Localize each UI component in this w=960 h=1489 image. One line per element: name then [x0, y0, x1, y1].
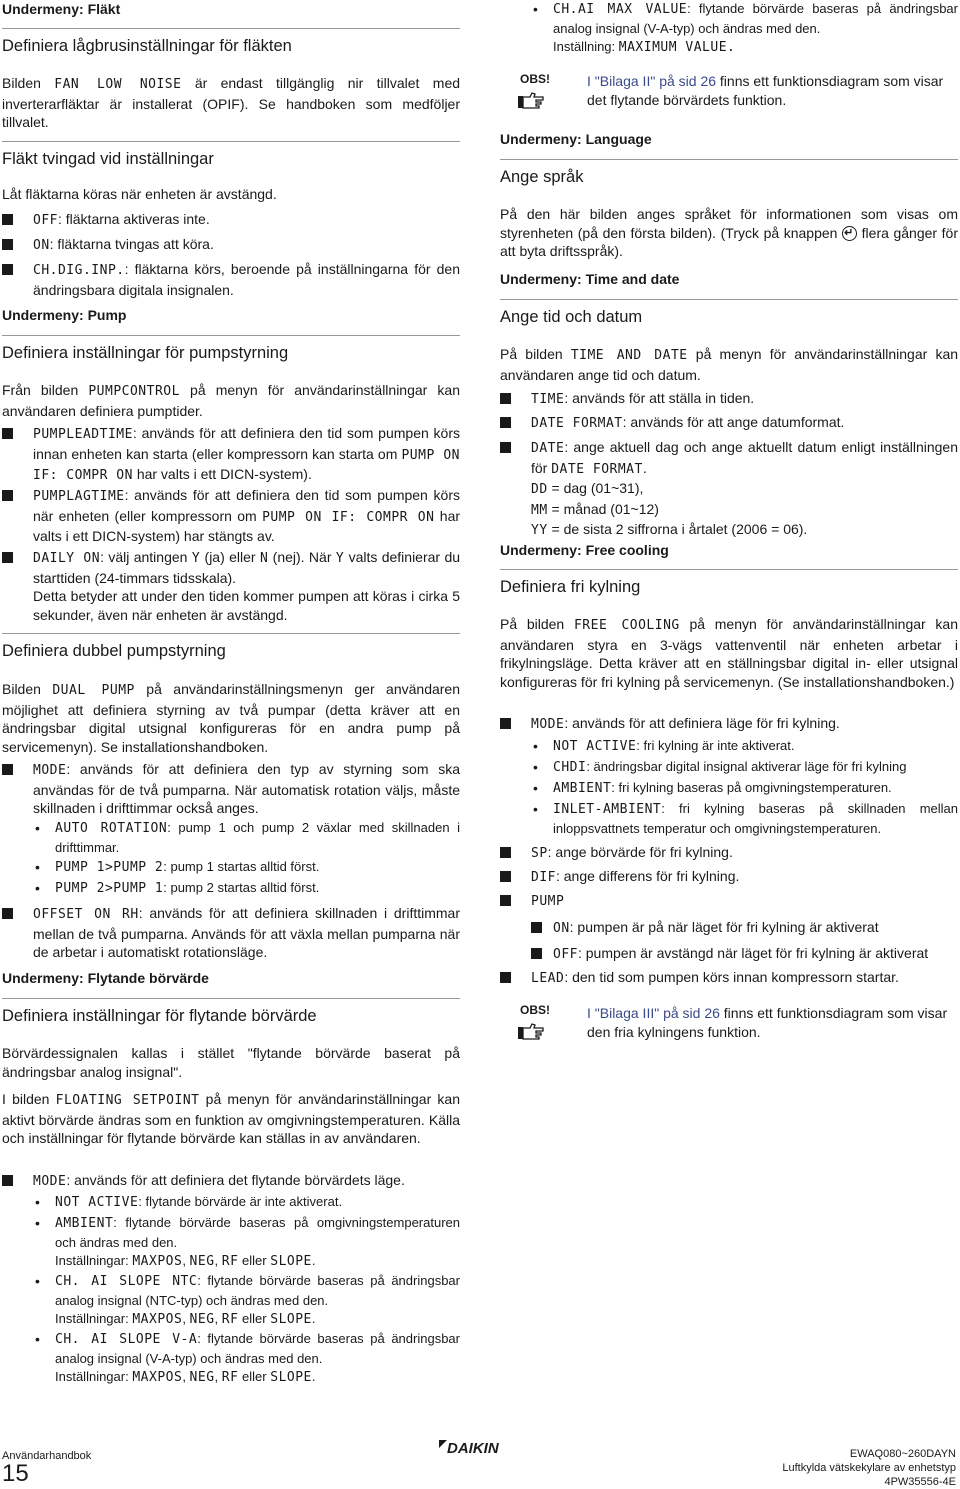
dual-para: Bilden DUAL PUMP på användarinställningsmenyn ger användaren möjlighet att definiera styrning av två pumpar (detta kräver att en ändringsbar digital utsignal konfigureras för en andra pump på servicemenyn). Se installationshandboken. — [2, 681, 460, 755]
dual-sub-p2: • PUMP 2>PUMP 1: pump 2 startas alltid först. — [35, 880, 320, 896]
obs-note-2 — [500, 1001, 560, 1020]
forced-item-on: ON: fläktarna tvingas att köra. — [2, 235, 460, 256]
daikin-logo — [437, 1436, 523, 1458]
free-pump-on: ON: pumpen är på när läget för fri kylning är aktiverat — [500, 918, 958, 939]
forced-item-chdig: CH.DIG.INP.: fläktarna körs, beroende på inställningarna för den ändringsbara digitala insignalen. — [2, 260, 460, 299]
forced-intro: Låt fläktarna köras när enheten är avstängd. — [2, 186, 277, 202]
obs-label: OBS! — [520, 72, 550, 86]
free-para: På bilden FREE COOLING på menyn för användarinställningar kan användaren styra en 3-vägs vattenventil när enheten arbetar i frikylningsläge. Detta kräver att en ställningsbar digital in- eller utsignal konfigureras för fri kylning på servicemenyn. (Se installationshandboken.) — [500, 616, 958, 690]
submenu-fan: Undermeny: Fläkt — [2, 1, 121, 17]
dual-sub-auto: • AUTO ROTATION: pump 1 och pump 2 växlar med skillnaden i drifttimmar. — [35, 820, 460, 855]
pointing-hand-icon — [518, 1023, 544, 1041]
pump-intro: Från bilden PUMPCONTROL på menyn för användarinställningar kan användaren definiera pumptider. — [2, 382, 460, 419]
svg-text:DAIKIN: DAIKIN — [447, 1440, 499, 1457]
obs-text-2: I "Bilaga III" på sid 26 finns ett funktionsdiagram som visar den fria kylningens funktion. — [587, 1005, 948, 1040]
free-pump-off: OFF: pumpen är avstängd när läget för fri kylning är aktiverat — [500, 944, 958, 965]
heading-pump: Definiera inställningar för pumpstyrning — [2, 335, 460, 363]
dual-mode: MODE: används för att definiera den typ av styrning som ska användas för de två pumparna. När automatisk rotation väljs, måste skillnaden i drifttimmar också anges. — [2, 760, 460, 818]
free-sub-ambient: • AMBIENT: fri kylning baseras på omgivningstemperaturen. — [533, 780, 892, 796]
heading-free: Definiera fri kylning — [500, 569, 958, 597]
pump-item-lagtime: PUMPLAGTIME: används för att definiera den tid som pumpen körs när enheten (eller kompressorn om PUMP ON IF: COMPR ON har valts i ett DICN-system) har stängts av. — [2, 486, 460, 546]
float-mode: MODE: används för att definiera det flytande börvärdets läge. — [2, 1171, 460, 1192]
footer-manual-label: Användarhandbok — [2, 1450, 92, 1462]
free-sp: SP: ange börvärde för fri kylning. — [500, 843, 958, 864]
pointing-hand-icon — [518, 92, 544, 110]
forced-item-off: OFF: fläktarna aktiveras inte. — [2, 210, 460, 231]
free-lead: LEAD: den tid som pumpen körs innan kompressorn startar. — [500, 968, 958, 989]
submenu-float: Undermeny: Flytande börvärde — [2, 970, 209, 986]
float-sub-va: • CH. AI SLOPE V-A: flytande börvärde baseras på ändringsbar analog insignal (V-A-typ) och ändras med den. Inställningar: MAXPOS, NEG, RF eller SLOPE. — [35, 1331, 460, 1385]
enter-key-icon — [842, 226, 857, 241]
time-para: På bilden TIME AND DATE på menyn för användarinställningar kan användaren ange tid och datum. — [500, 346, 959, 383]
link-bilaga-2[interactable]: I "Bilaga II" på sid 26 — [587, 73, 717, 89]
link-bilaga-3[interactable]: I "Bilaga III" på sid 26 — [587, 1005, 720, 1021]
heading-language: Ange språk — [500, 159, 958, 187]
float-sub-chai-max: • CH.AI MAX VALUE: flytande börvärde baseras på ändringsbar analog insignal (V-A-typ) och ändras med den. Inställning: MAXIMUM VALUE. — [533, 1, 958, 55]
dual-sub-p1: • PUMP 1>PUMP 2: pump 1 startas alltid först. — [35, 859, 320, 875]
submenu-pump: Undermeny: Pump — [2, 307, 127, 323]
float-para1: Börvärdessignalen kallas i stället "flytande börvärde baserat på ändringsbar analog insignal". — [2, 1045, 460, 1080]
submenu-language: Undermeny: Language — [500, 131, 652, 147]
submenu-free: Undermeny: Free cooling — [500, 542, 669, 558]
time-item-date: DATE: ange aktuell dag och ange aktuellt datum enligt inställningen för DATE FORMAT. DD = dag (01~31), MM = månad (01~12) YY = de sista 2 siffrorna i årtalet (2006 = 06). — [500, 438, 958, 541]
submenu-time: Undermeny: Time and date — [500, 271, 680, 287]
footer-product-info — [782, 1447, 956, 1489]
pump-item-leadtime: PUMPLEADTIME: används för att definiera den tid som pumpen körs innan enheten kan starta (eller kompressorn kan starta om PUMP ON IF: COMPR ON har valts i ett DICN-system). — [2, 424, 460, 486]
float-sub-ntc: • CH. AI SLOPE NTC: flytande börvärde baseras på ändringsbar analog insignal (NTC-typ) och ändras med den. Inställningar: MAXPOS, NEG, RF eller SLOPE. — [35, 1273, 460, 1327]
float-sub-notactive: • NOT ACTIVE: flytande börvärde är inte aktiverat. — [35, 1194, 343, 1210]
pump-item-daily: DAILY ON: välj antingen Y (ja) eller N (nej). När Y valts definierar du starttiden (24-timmars tidsskala). Detta betyder att under den tiden kommer pumpen att köras i cirka 5 sekunder, även när enheten är avstängd. — [2, 548, 460, 624]
heading-low-noise: Definiera lågbrusinställningar för fläkten — [2, 28, 460, 56]
obs-text-1: I "Bilaga II" på sid 26 finns ett funktionsdiagram som visar det flytande börvärdets funktion. — [587, 73, 944, 108]
heading-float: Definiera inställningar för flytande börvärde — [2, 998, 460, 1026]
low-noise-para: Bilden FAN LOW NOISE är endast tillgänglig nir tillvalet med inverterarfläktar är installerat (OPIF). Se handboken som medföljer tillvalet. — [2, 75, 461, 130]
free-sub-notactive: • NOT ACTIVE: fri kylning är inte aktiverat. — [533, 738, 795, 754]
time-item-dateformat: DATE FORMAT: används för att ange datumformat. — [500, 413, 958, 434]
time-item-time: TIME: används för att ställa in tiden. — [500, 389, 958, 410]
heading-time: Ange tid och datum — [500, 299, 958, 327]
footer-code: 4PW35556-4E — [884, 1476, 956, 1488]
free-pump: PUMP — [500, 891, 958, 912]
free-sub-chdi: • CHDI: ändringsbar digital insignal aktiverar läge för fri kylning — [533, 759, 907, 775]
language-para: På den här bilden anges språket för informationen som visas om styrenheten (på den första bilden). (Tryck på knappen ↵ flera gånger för att byta driftsspråk). — [500, 205, 958, 261]
footer-model: EWAQ080~260DAYN — [849, 1448, 956, 1460]
float-sub-ambient: • AMBIENT: flytande börvärde baseras på omgivningstemperaturen och ändras med den. Inställningar: MAXPOS, NEG, RF eller SLOPE. — [35, 1215, 460, 1269]
page-number: 15 — [2, 1460, 29, 1487]
float-para2: I bilden FLOATING SETPOINT på menyn för användarinställningar kan aktivt börvärde ändras som en funktion av omgivningstemperaturen. Källa och inställningar för flytande börvärde kan ställas in av användaren. — [2, 1091, 460, 1146]
dual-offset: OFFSET ON RH: används för att definiera skillnaden i drifttimmar mellan de två pumparna. Används för att växla mellan pumparna när de arbetar i automatiskt rotationsläge. — [2, 904, 460, 962]
footer-description: Luftkylda vätskekylare av enhetstyp — [782, 1462, 956, 1474]
obs-note-1 — [500, 70, 560, 89]
free-dif: DIF: ange differens för fri kylning. — [500, 867, 958, 888]
heading-forced: Fläkt tvingad vid inställningar — [2, 141, 460, 169]
obs-label: OBS! — [520, 1003, 550, 1017]
heading-dual: Definiera dubbel pumpstyrning — [2, 633, 460, 661]
free-sub-inlet: • INLET-AMBIENT: fri kylning baseras på skillnaden mellan inloppsvattnets temperatur och omgivningstemperaturen. — [533, 801, 958, 836]
free-mode: MODE: används för att definiera läge för fri kylning. — [500, 714, 958, 735]
